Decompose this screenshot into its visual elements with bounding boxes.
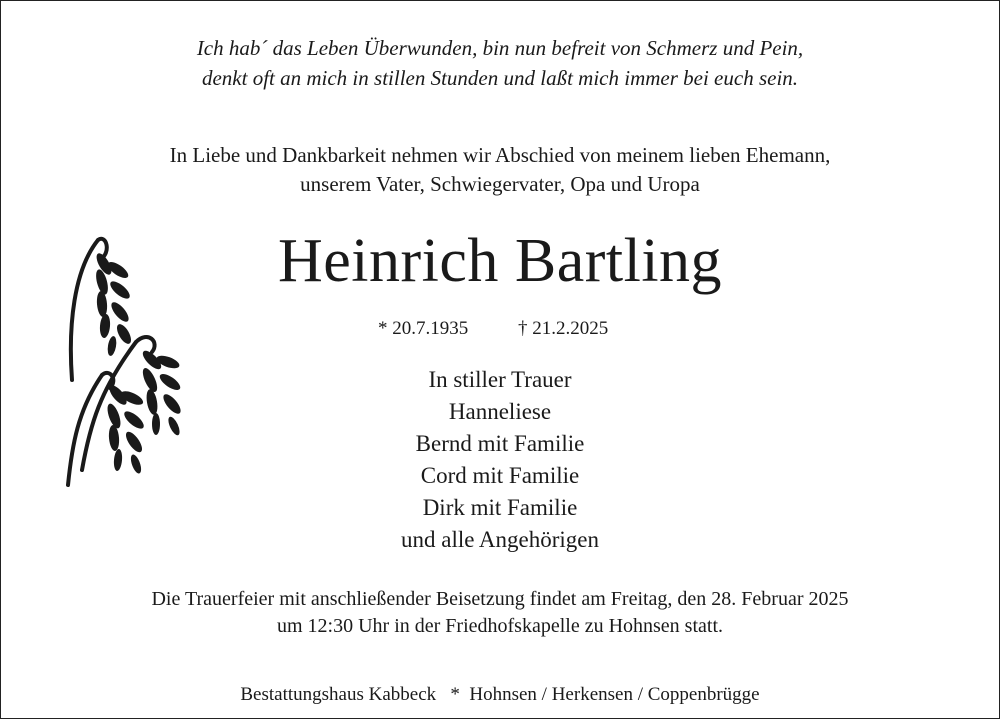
birth-date: * 20.7.1935 [378,318,469,339]
intro-line-2: unserem Vater, Schwiegervater, Opa und Uropa [300,172,700,196]
funeral-home-footer: Bestattungshaus Kabbeck * Hohnsen / Herkensen / Coppenbrügge [240,684,760,705]
mourner-line-3: Bernd mit Familie [415,431,585,456]
intro-line-1: In Liebe und Dankbarkeit nehmen wir Abschied von meinem lieben Ehemann, [169,143,831,167]
death-date: † 21.2.2025 [518,318,609,339]
mourner-line-6: und alle Angehörigen [400,527,599,552]
mourner-line-5: Dirk mit Familie [422,495,578,520]
poem-line-2: denkt oft an mich in stillen Stunden und laßt mich immer bei euch sein. [201,66,799,90]
service-line-2: um 12:30 Uhr in der Friedhofskapelle zu Hohnsen statt. [276,615,724,637]
service-line-1: Die Trauerfeier mit anschließender Beisetzung findet am Freitag, den 28. Februar 2025 [151,588,849,610]
deceased-name: Heinrich Bartling [277,227,723,295]
mourner-line-1: In stiller Trauer [428,367,572,392]
poem-line-1: Ich hab´ das Leben Überwunden, bin nun befreit von Schmerz und Pein, [196,36,804,60]
mourner-line-2: Hanneliese [448,399,552,424]
mourner-line-4: Cord mit Familie [420,463,580,488]
